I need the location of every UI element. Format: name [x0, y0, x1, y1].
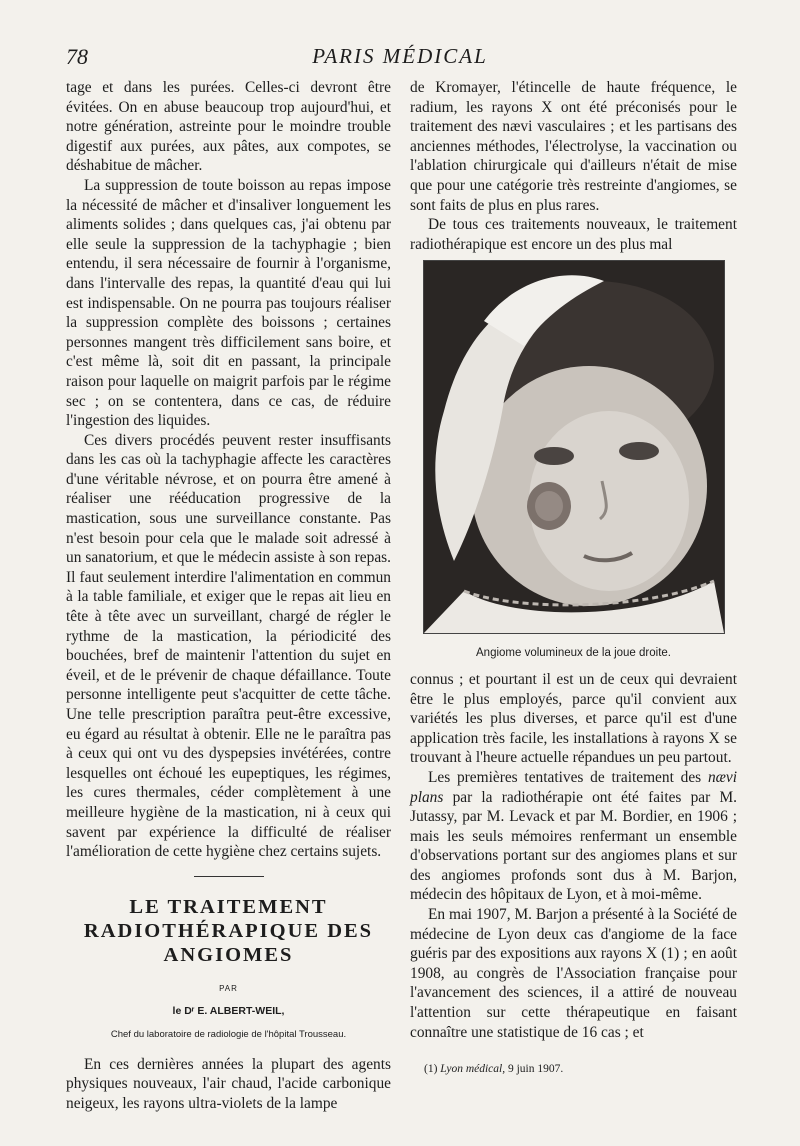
author-affiliation: Chef du laboratoire de radiologie de l'hôpital Trousseau. [110, 1028, 347, 1040]
text-span: par la radiothérapie ont été faites par M. Jutassy, par M. Levack et par M. Bordier, en 1906 ; mais les seuls mémoires renfermant un ensemble d'observations portant sur des angiomes plans et sur des angiomes profonds sont dus à M. Barjon, médecin des hôpitaux de Lyon, et à moi-même. [410, 788, 737, 904]
figure-caption: Angiome volumineux de la joue droite. [476, 647, 671, 660]
footnote-mark: (1) [424, 1063, 438, 1076]
article-title-line: LE TRAITEMENT [129, 895, 328, 918]
paragraph: tage et dans les purées. Celles-ci devront être évitées. On en abuse beaucoup trop aujourd'hui, et notre génération, astreinte pour le moindre trouble digestif aux purées, aux pâtes, aux compotes, se déshabitue de mâcher. [66, 79, 391, 175]
footnote-source: Lyon médical, [440, 1063, 506, 1076]
article-heading [66, 895, 391, 1045]
paragraph: La suppression de toute boisson au repas impose la nécessité de mâcher et d'insaliver longuement les aliments solides ; dans quelques cas, j'ai obtenu par elle seule la suppression de la tachyphagie ; bien entendu, il sera nécessaire de fournir à l'organisme, dans l'intervalle des repas, la quantité d'eau qui lui est indispensable. On ne pourra pas toujours réaliser la suppression complète des boissons ; certaines personnes mangent très difficilement sans boire, et c'est même là, soit dit en passant, la principale raison pour laquelle on maigrit parfois par le régime sec ; on se contentera, dans ce cas, de réduire l'ingestion des liquides. [66, 176, 391, 430]
paragraph [410, 768, 737, 905]
footnote-date: 9 juin 1907. [507, 1063, 564, 1076]
angioma-photograph [423, 260, 725, 634]
running-head: PARIS MÉDICAL [312, 44, 488, 68]
paragraph: de Kromayer, l'étincelle de haute fréquence, le radium, les rayons X ont été préconisés pour le traitement des nævi vasculaires ; et les partisans des anciennes méthodes, l'électrolyse, la vaccination ou l'ablation chirurgicale qui d'ailleurs n'était de mise que pour une catégorie très restreinte d'angiomes, se sont faits de plus en plus rares. [410, 79, 737, 214]
paragraph: Ces divers procédés peuvent rester insuffisants dans les cas où la tachyphagie affecte les caractères d'une véritable névrose, et on pourra être amené à réaliser une rééducation progressive de la mastication, sous une surveillance constante. Pas n'est besoin pour cela que le malade soit adressé à un sanatorium, et que le médecin assiste à son repas. Il faut seulement interdire l'alimentation en commun à la table familiale, et exiger que le repas ait lieu en tête à tête avec un surveillant, chargé de régler le rythme de la mastication, la périodicité des bouchées, bref de maintenir l'attention du sujet en éveil, et de le prévenir de chaque défaillance. Toute personne intelligente peut s'acquitter de cette tâche. Une telle prescription paraîtra peut-être excessive, eu égard au résultat à obtenir. Elle ne le paraîtra pas à ceux qui ont vu des dyspepsies invétérées, contre lesquelles ont échoué les eupeptiques, les régimes, les cures thermales, céder complètement à une meilleure hygiène de la mastication, ni à ceux qui savent par expérience la difficulté de réaliser l'amélioration de cette hygiène chez certains sujets. [66, 431, 391, 861]
article-title-line: ANGIOMES [163, 943, 294, 966]
page-number: 78 [66, 44, 88, 69]
left-column [66, 78, 391, 1113]
figure [410, 260, 737, 664]
child-portrait-illustration [424, 261, 724, 633]
byline-par: PAR [219, 983, 238, 993]
text-span: Les premières tentatives de traitement des [428, 768, 702, 786]
emphasis-span: nævi plans [410, 768, 738, 806]
paragraph: De tous ces traitements nouveaux, le traitement radiothérapique est encore un des plus mal [410, 216, 737, 253]
right-column [410, 78, 737, 1080]
article-title-line: RADIOTHÉRAPIQUE DES [83, 919, 374, 942]
article-intro: En ces dernières années la plupart des agents physiques nouveaux, l'air chaud, l'acide carbonique neigeux, les rayons ultra-violets de la lampe [66, 1055, 391, 1112]
section-divider [194, 876, 264, 877]
footnote [410, 1060, 737, 1080]
paragraph: En mai 1907, M. Barjon a présenté à la Société de médecine de Lyon deux cas d'angiome de la face guéris par des expositions aux rayons X (1) ; en août 1908, au congrès de l'Association française pour l'avancement des sciences, il a attiré de nouveau l'attention sur cette thérapeutique en faisant connaître une statistique de 16 cas ; et [410, 906, 737, 1041]
paragraph: connus ; et pourtant il est un de ceux qui devraient être le plus employés, parce qu'il convient aux variétés les plus diverses, et parce qu'il est d'une application très facile, les installations à rayons X se trouvant à l'heure actuelle répandues un peu partout. [410, 670, 737, 767]
author-name: le Dʳ E. ALBERT-WEIL, [172, 1005, 285, 1018]
